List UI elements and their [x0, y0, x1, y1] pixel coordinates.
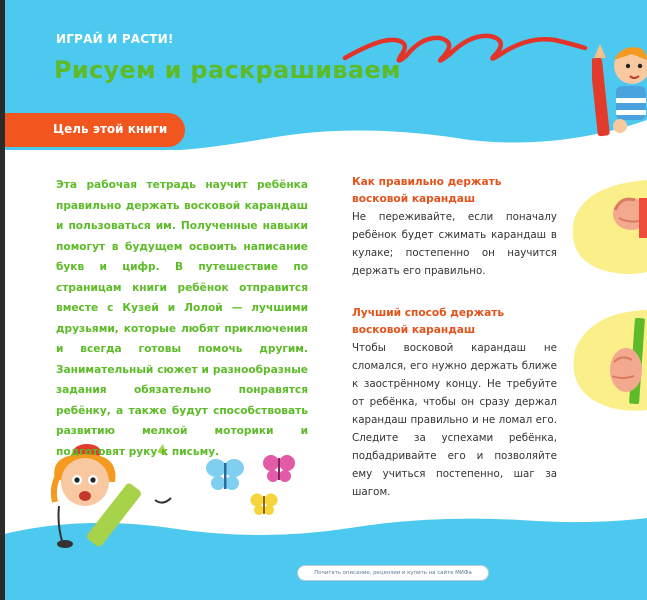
buy-on-site-link[interactable]: Почитать описание, рецензии и купить на сайте МИФа — [297, 565, 489, 581]
hand-holding-crayon-illustration-2 — [608, 318, 647, 408]
page-edge-shadow — [0, 0, 5, 600]
tip-title-2: Лучший способ держать восковой карандаш — [352, 307, 505, 336]
tip-block-1 — [352, 174, 557, 280]
series-kicker: ИГРАЙ И РАСТИ! — [56, 32, 174, 46]
intro-paragraph: Эта рабочая тетрадь научит ребёнка правильно держать восковой карандаш и пользоваться им. Полученные навыки помогут в будущем освоить написание букв и цифр. В путешествие по страницам книги ребёнок отправится вместе с Кузей и Лолой — лучшими друзьями, которые любят приключения и всегда готовы помочь другим. Занимательный сюжет и разнообразные задания обязательно понравятся ребёнку, а также будут способствовать развитию мелкой моторики и подготовят руку к письму. — [56, 179, 308, 458]
yellow-butterfly-illustration — [250, 492, 278, 518]
page-title: Рисуем и раскрашиваем — [54, 56, 401, 84]
tip-text-1: Не переживайте, если поначалу ребёнок будет сжимать карандаш в кулаке; постепенно он научится держать его правильно. — [352, 211, 557, 277]
section-label: Цель этой книги — [53, 122, 168, 136]
kid-with-pencil-illustration — [592, 38, 647, 148]
hand-holding-crayon-illustration-1 — [605, 188, 647, 268]
tip-title-1: Как правильно держать восковой карандаш — [352, 176, 502, 205]
tip-block-2 — [352, 305, 557, 501]
tip-text-2: Чтобы восковой карандаш не сломался, его нужно держать ближе к заострённому концу. Не требуйте от ребёнка, чтобы он сразу держал карандаш правильно и не ломал его. Следите за успехами ребёнка, подбадривайте его и позволяйте ему учиться постепенно, шаг за шагом. — [352, 342, 557, 498]
